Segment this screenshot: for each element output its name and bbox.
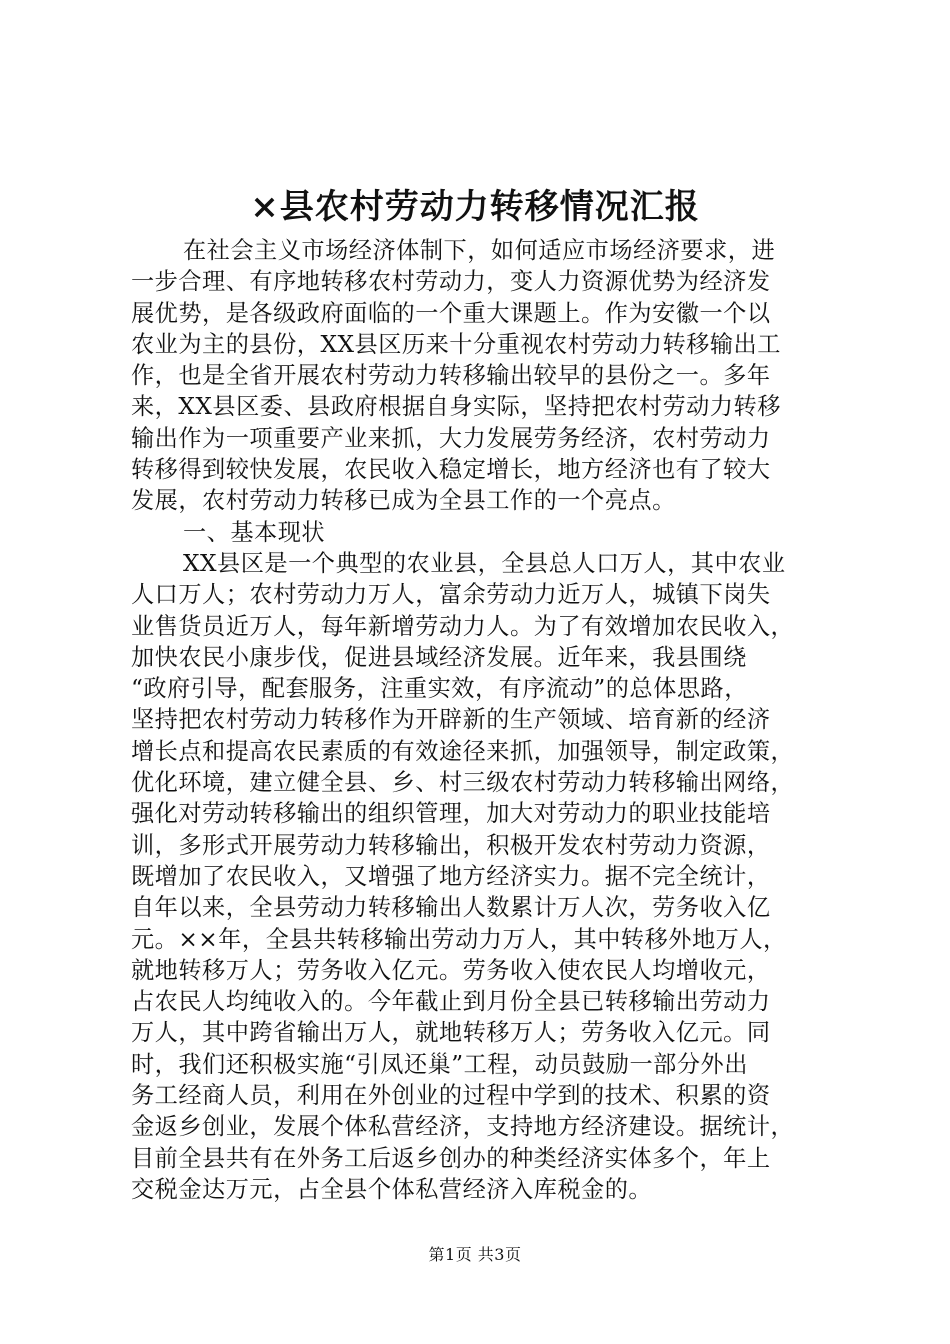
paragraph-line: 既增加了农民收入，又增强了地方经济实力。据不完全统计， — [131, 862, 771, 890]
paragraph-line: 就地转移万人；劳务收入亿元。劳务收入使农民人均增收元， — [131, 956, 771, 984]
paragraph-line: 优化环境，建立健全县、乡、村三级农村劳动力转移输出网络， — [131, 769, 795, 797]
paragraph-line: XX县区是一个典型的农业县，全县总人口万人，其中农业 — [183, 549, 786, 577]
paragraph-line: 业售货员近万人，每年新增劳动力人。为了有效增加农民收入， — [131, 612, 795, 640]
paragraph-line: 务工经商人员，利用在外创业的过程中学到的技术、积累的资 — [131, 1082, 771, 1110]
paragraph-line: 作，也是全省开展农村劳动力转移输出较早的县份之一。多年 — [131, 362, 771, 390]
paragraph-line: 发展，农村劳动力转移已成为全县工作的一个亮点。 — [131, 487, 676, 515]
section-heading: 一、基本现状 — [183, 518, 326, 546]
paragraph-line: 强化对劳动转移输出的组织管理，加大对劳动力的职业技能培 — [131, 800, 771, 828]
paragraph-line: 坚持把农村劳动力转移作为开辟新的生产领域、培育新的经济 — [131, 706, 771, 734]
document-title: ×县农村劳动力转移情况汇报 — [250, 187, 700, 227]
paragraph-line: 加快农民小康步伐，促进县域经济发展。近年来，我县围绕 — [131, 643, 747, 671]
paragraph-line: 元。××年，全县共转移输出劳动力万人，其中转移外地万人， — [131, 925, 787, 953]
paragraph-line: 人口万人；农村劳动力万人，富余劳动力近万人，城镇下岗失 — [131, 581, 771, 609]
paragraph-line: 转移得到较快发展，农民收入稳定增长，地方经济也有了较大 — [131, 456, 771, 484]
paragraph-line: 在社会主义市场经济体制下，如何适应市场经济要求，进 — [183, 237, 776, 264]
paragraph-line: 农业为主的县份，XX县区历来十分重视农村劳动力转移输出工 — [131, 330, 781, 358]
paragraph-line: 输出作为一项重要产业来抓，大力发展劳务经济，农村劳动力 — [131, 424, 771, 452]
paragraph-line: 一步合理、有序地转移农村劳动力，变人力资源优势为经济发 — [131, 268, 771, 296]
document-body — [131, 235, 847, 1205]
paragraph-line: 时，我们还积极实施“引凤还巢”工程，动员鼓励一部分外出 — [131, 1050, 748, 1078]
paragraph-line: 来，XX县区委、县政府根据自身实际，坚持把农村劳动力转移 — [131, 393, 781, 421]
paragraph-line: 自年以来，全县劳动力转移输出人数累计万人次，劳务收入亿 — [131, 894, 771, 922]
paragraph-line: 万人，其中跨省输出万人，就地转移万人；劳务收入亿元。同 — [131, 1019, 771, 1047]
paragraph-line: 交税金达万元，占全县个体私营经济入库税金的。 — [131, 1175, 653, 1203]
paragraph-line: 展优势，是各级政府面临的一个重大课题上。作为安徽一个以 — [131, 299, 771, 327]
paragraph-line: 训，多形式开展劳动力转移输出，积极开发农村劳动力资源， — [131, 831, 771, 859]
paragraph-line: 金返乡创业，发展个体私营经济，支持地方经济建设。据统计， — [131, 1113, 795, 1141]
paragraph-line: 目前全县共有在外务工后返乡创办的种类经济实体多个，年上 — [131, 1144, 771, 1172]
paragraph-line: “政府引导，配套服务，注重实效，有序流动”的总体思路， — [131, 675, 748, 703]
paragraph-line: 占农民人均纯收入的。今年截止到月份全县已转移输出劳动力 — [131, 988, 771, 1016]
paragraph-line: 增长点和提高农民素质的有效途径来抓，加强领导，制定政策， — [131, 737, 795, 765]
page-footer: 第1页 共3页 — [428, 1245, 522, 1264]
